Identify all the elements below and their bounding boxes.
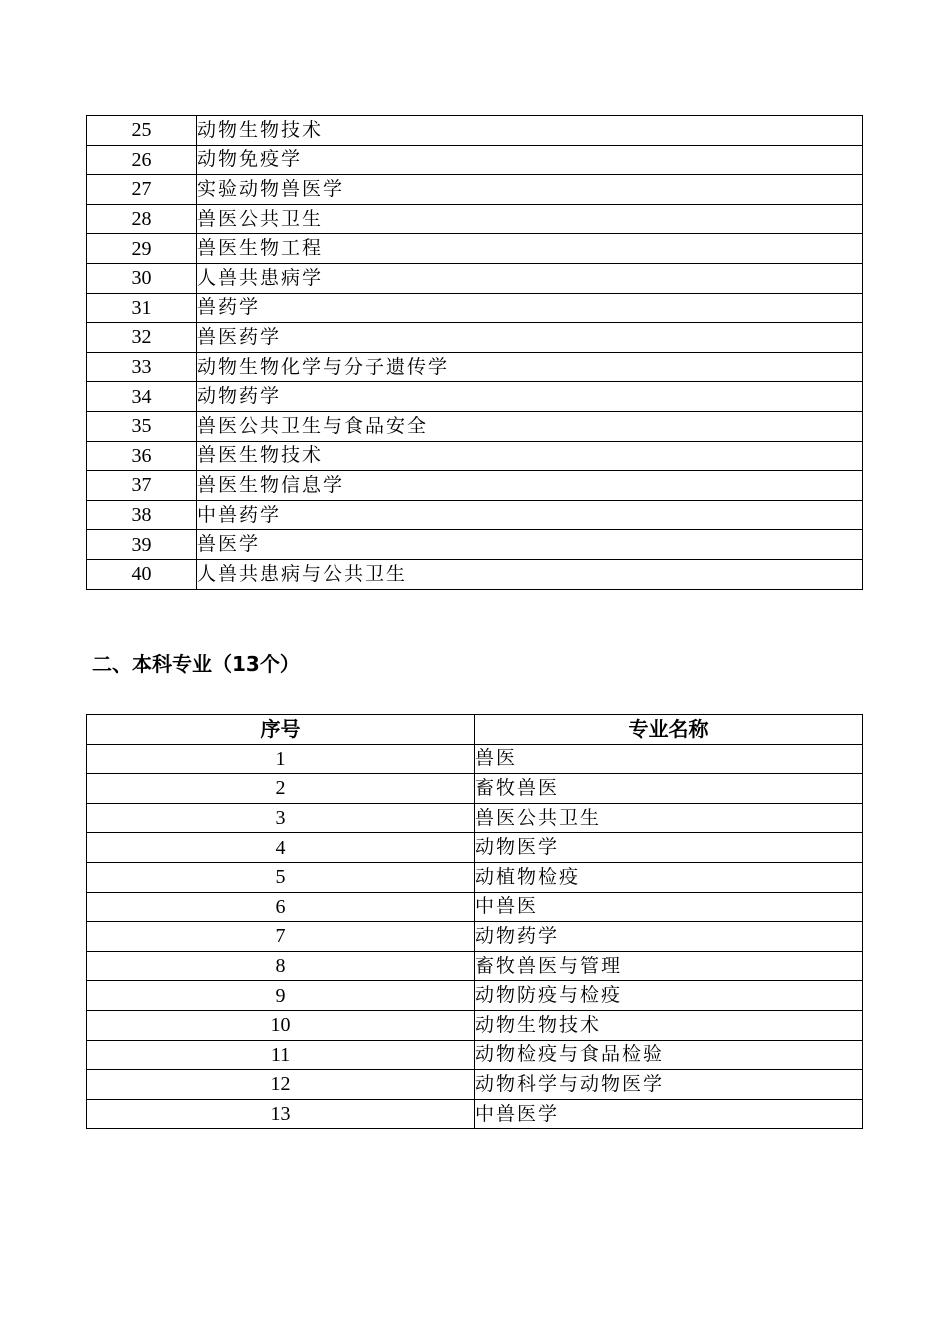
row-number: 39 — [87, 530, 197, 560]
row-number: 40 — [87, 559, 197, 589]
major-name: 兽医公共卫生与食品安全 — [197, 411, 863, 441]
row-number: 1 — [87, 744, 475, 774]
row-number: 25 — [87, 116, 197, 146]
row-number: 30 — [87, 263, 197, 293]
major-name: 兽医药学 — [197, 323, 863, 353]
major-name: 动物生物化学与分子遗传学 — [197, 352, 863, 382]
major-table-body — [87, 744, 863, 1129]
header-name: 专业名称 — [475, 715, 863, 745]
major-name: 兽医生物信息学 — [197, 471, 863, 501]
table-row — [87, 234, 863, 264]
table-row — [87, 1010, 863, 1040]
table-row — [87, 803, 863, 833]
row-number: 26 — [87, 145, 197, 175]
table-row — [87, 175, 863, 205]
row-number: 5 — [87, 862, 475, 892]
table-row — [87, 471, 863, 501]
major-name: 动物药学 — [475, 922, 863, 952]
table-header — [87, 715, 863, 745]
major-name: 人兽共患病与公共卫生 — [197, 559, 863, 589]
major-name: 中兽医学 — [475, 1099, 863, 1129]
major-name: 中兽药学 — [197, 500, 863, 530]
table-row — [87, 352, 863, 382]
major-name: 动物免疫学 — [197, 145, 863, 175]
table-row — [87, 411, 863, 441]
major-name: 动植物检疫 — [475, 862, 863, 892]
table-row — [87, 204, 863, 234]
row-number: 38 — [87, 500, 197, 530]
table-row — [87, 441, 863, 471]
table-row — [87, 922, 863, 952]
row-number: 10 — [87, 1010, 475, 1040]
major-name: 动物药学 — [197, 382, 863, 412]
row-number: 13 — [87, 1099, 475, 1129]
major-name: 实验动物兽医学 — [197, 175, 863, 205]
table-row — [87, 1070, 863, 1100]
major-name: 畜牧兽医与管理 — [475, 951, 863, 981]
row-number: 35 — [87, 411, 197, 441]
row-number: 9 — [87, 981, 475, 1011]
table-row — [87, 951, 863, 981]
major-name: 兽医公共卫生 — [475, 803, 863, 833]
row-number: 11 — [87, 1040, 475, 1070]
undergraduate-major-table — [86, 714, 863, 1129]
table-row — [87, 530, 863, 560]
row-number: 33 — [87, 352, 197, 382]
major-table-continued — [86, 115, 863, 590]
row-number: 37 — [87, 471, 197, 501]
row-number: 29 — [87, 234, 197, 264]
row-number: 8 — [87, 951, 475, 981]
major-name: 动物生物技术 — [475, 1010, 863, 1040]
major-name: 中兽医 — [475, 892, 863, 922]
row-number: 4 — [87, 833, 475, 863]
table-row — [87, 323, 863, 353]
row-number: 12 — [87, 1070, 475, 1100]
row-number: 7 — [87, 922, 475, 952]
table-row — [87, 263, 863, 293]
section-heading: 二、本科专业（13个） — [92, 652, 300, 676]
table-row — [87, 1099, 863, 1129]
table-row — [87, 500, 863, 530]
row-number: 6 — [87, 892, 475, 922]
header-row — [87, 715, 863, 745]
table-row — [87, 774, 863, 804]
major-name: 兽药学 — [197, 293, 863, 323]
table-row — [87, 293, 863, 323]
major-name: 兽医生物技术 — [197, 441, 863, 471]
header-number: 序号 — [87, 715, 475, 745]
row-number: 34 — [87, 382, 197, 412]
major-name: 动物科学与动物医学 — [475, 1070, 863, 1100]
table-row — [87, 833, 863, 863]
major-name: 兽医学 — [197, 530, 863, 560]
major-name: 动物检疫与食品检验 — [475, 1040, 863, 1070]
table-row — [87, 559, 863, 589]
major-table-body — [87, 116, 863, 590]
table-row — [87, 382, 863, 412]
table-row — [87, 981, 863, 1011]
row-number: 2 — [87, 774, 475, 804]
row-number: 32 — [87, 323, 197, 353]
major-name: 兽医 — [475, 744, 863, 774]
table-row — [87, 145, 863, 175]
table-row — [87, 744, 863, 774]
table-row — [87, 116, 863, 146]
major-name: 动物防疫与检疫 — [475, 981, 863, 1011]
major-name: 人兽共患病学 — [197, 263, 863, 293]
major-name: 动物医学 — [475, 833, 863, 863]
row-number: 36 — [87, 441, 197, 471]
major-name: 兽医生物工程 — [197, 234, 863, 264]
major-name: 畜牧兽医 — [475, 774, 863, 804]
row-number: 28 — [87, 204, 197, 234]
major-name: 动物生物技术 — [197, 116, 863, 146]
row-number: 3 — [87, 803, 475, 833]
table-row — [87, 862, 863, 892]
row-number: 27 — [87, 175, 197, 205]
table-row — [87, 1040, 863, 1070]
table-row — [87, 892, 863, 922]
row-number: 31 — [87, 293, 197, 323]
major-name: 兽医公共卫生 — [197, 204, 863, 234]
